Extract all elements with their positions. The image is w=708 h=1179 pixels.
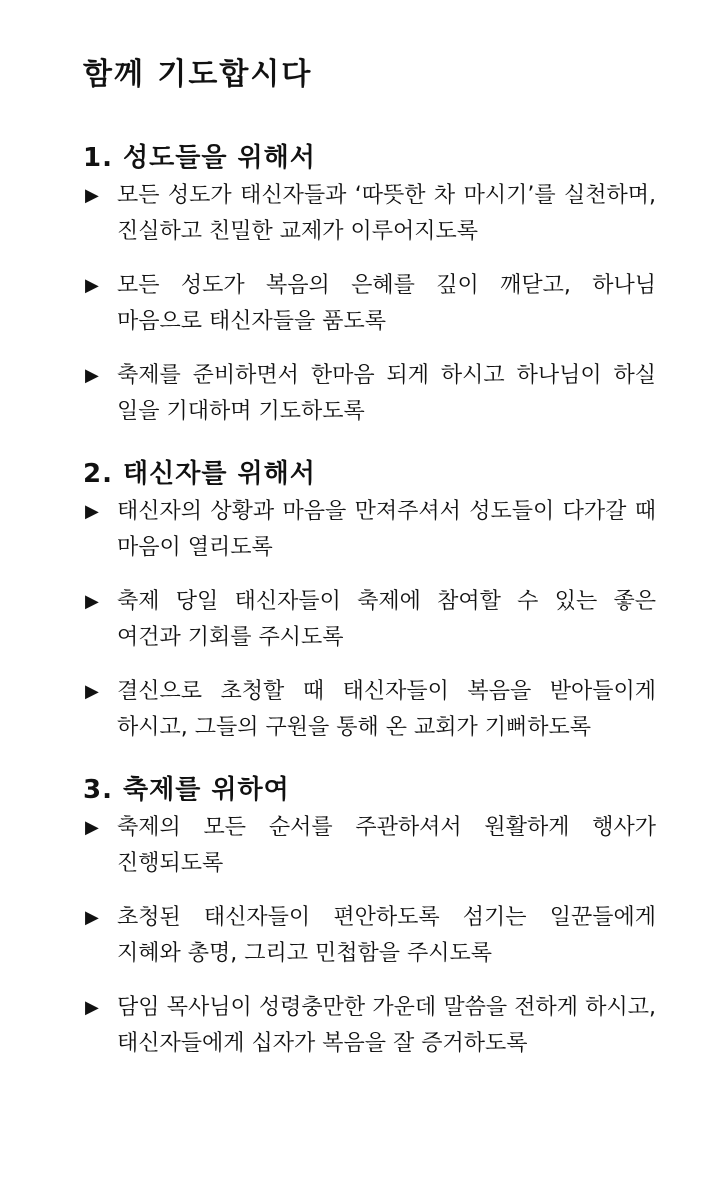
triangle-bullet-icon: ▶ (85, 997, 99, 1018)
section-heading: 3. 축제를 위하여 (83, 775, 290, 805)
prayer-list (83, 494, 656, 746)
prayer-item (83, 358, 656, 430)
triangle-bullet-icon: ▶ (85, 591, 99, 612)
page-title: 함께 기도합시다 (83, 57, 313, 92)
section-saints (83, 138, 656, 430)
prayer-text: 태신자의 상황과 마음을 만져주셔서 성도들이 다가갈 때 마음이 열리도록 (117, 499, 656, 560)
prayer-text: 모든 성도가 복음의 은혜를 깊이 깨닫고, 하나님 마음으로 태신자들을 품도록 (117, 273, 656, 334)
prayer-item (83, 584, 656, 656)
prayer-item (83, 674, 656, 746)
section-heading: 2. 태신자를 위해서 (83, 459, 316, 489)
prayer-list (83, 810, 656, 1062)
prayer-text: 축제를 준비하면서 한마음 되게 하시고 하나님이 하실 일을 기대하며 기도하도록 (117, 363, 656, 424)
prayer-text: 초청된 태신자들이 편안하도록 섬기는 일꾼들에게 지혜와 총명, 그리고 민첩함을 주시도록 (117, 905, 656, 966)
prayer-item (83, 494, 656, 566)
triangle-bullet-icon: ▶ (85, 681, 99, 702)
section-heading: 1. 성도들을 위해서 (83, 143, 316, 173)
prayer-text: 결신으로 초청할 때 태신자들이 복음을 받아들이게 하시고, 그들의 구원을 통해 온 교회가 기뻐하도록 (117, 679, 656, 740)
triangle-bullet-icon: ▶ (85, 365, 99, 386)
triangle-bullet-icon: ▶ (85, 275, 99, 296)
prayer-item (83, 810, 656, 882)
triangle-bullet-icon: ▶ (85, 501, 99, 522)
section-festival (83, 770, 656, 1062)
prayer-item (83, 268, 656, 340)
triangle-bullet-icon: ▶ (85, 817, 99, 838)
prayer-item (83, 178, 656, 250)
prayer-text: 모든 성도가 태신자들과 ‘따뜻한 차 마시기’를 실천하며, 진실하고 친밀한 교제가 이루어지도록 (117, 183, 656, 244)
prayer-list (83, 178, 656, 430)
section-unbelievers (83, 454, 656, 746)
triangle-bullet-icon: ▶ (85, 907, 99, 928)
prayer-item (83, 990, 656, 1062)
prayer-text: 축제 당일 태신자들이 축제에 참여할 수 있는 좋은 여건과 기회를 주시도록 (117, 589, 656, 650)
triangle-bullet-icon: ▶ (85, 185, 99, 206)
prayer-item (83, 900, 656, 972)
prayer-text: 축제의 모든 순서를 주관하셔서 원활하게 행사가 진행되도록 (117, 815, 656, 876)
prayer-text: 담임 목사님이 성령충만한 가운데 말씀을 전하게 하시고, 태신자들에게 십자가 복음을 잘 증거하도록 (117, 995, 656, 1056)
